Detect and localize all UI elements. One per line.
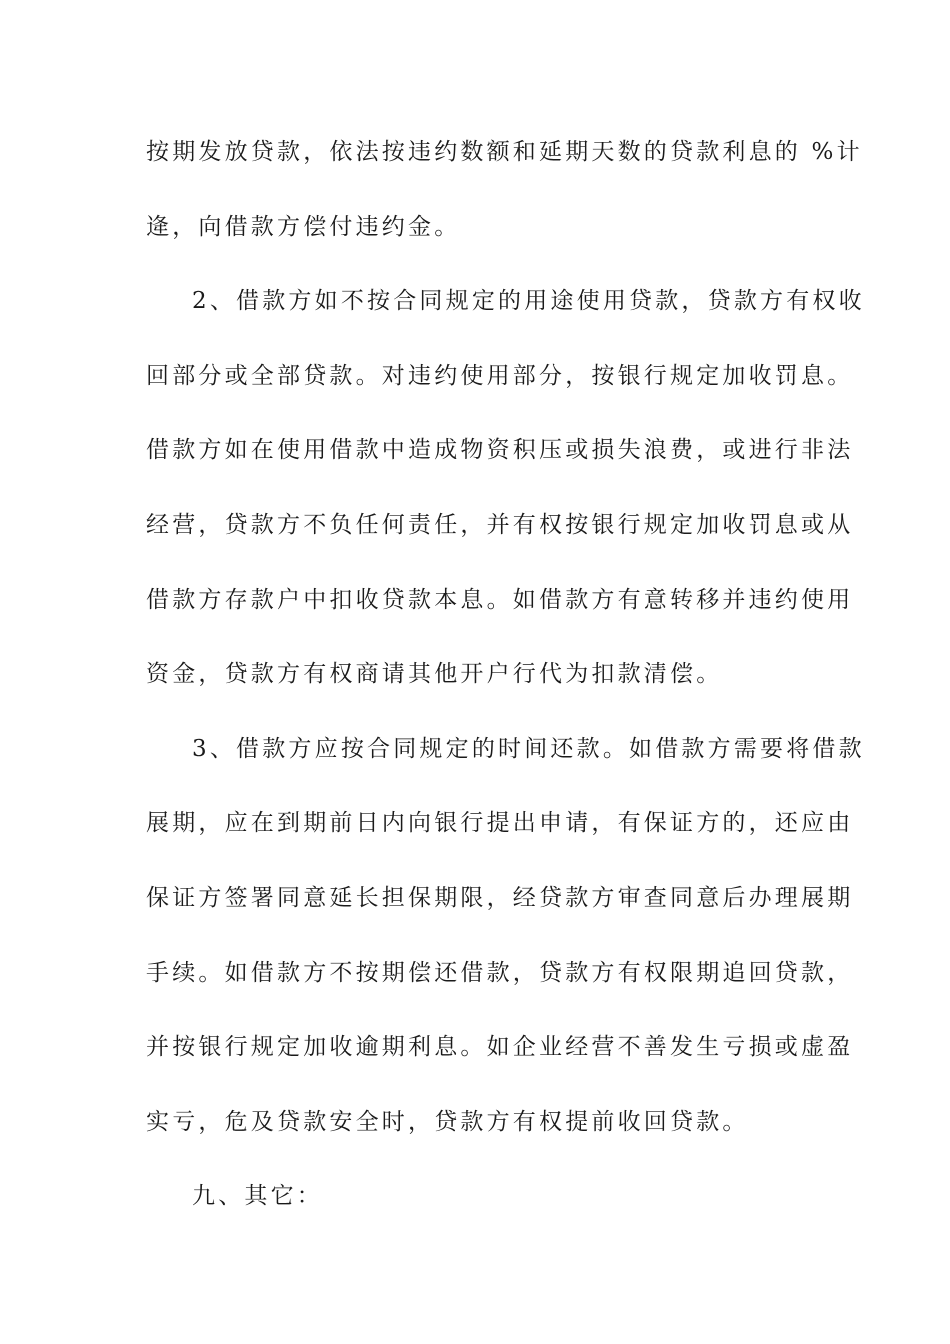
text-line: 手续。如借款方不按期偿还借款，贷款方有权限期追回贷款， <box>146 959 854 986</box>
clause-2-first-line: 2、借款方如不按合同规定的用途使用贷款，贷款方有权收 <box>192 288 865 315</box>
text-line: 逄，向借款方偿付违约金。 <box>146 213 461 240</box>
text-line: 按期发放贷款，依法按违约数额和延期天数的贷款利息的 %计 <box>146 139 863 165</box>
text-line: 展期，应在到期前日内向银行提出申请，有保证方的，还应由 <box>146 810 854 837</box>
text-line: 保证方签署同意延长担保期限，经贷款方审查同意后办理展期 <box>146 884 854 911</box>
contract-text-body <box>146 126 865 1245</box>
text-line: 回部分或全部贷款。对违约使用部分，按银行规定加收罚息。 <box>146 362 854 389</box>
text-line: 借款方存款户中扣收贷款本息。如借款方有意转移并违约使用 <box>146 586 854 613</box>
text-line: 经营，贷款方不负任何责任，并有权按银行规定加收罚息或从 <box>146 511 854 538</box>
text-line: 借款方如在使用借款中造成物资积压或损失浪费，或进行非法 <box>146 437 854 464</box>
section-heading-other: 九、其它： <box>192 1183 323 1210</box>
clause-3-first-line: 3、借款方应按合同规定的时间还款。如借款方需要将借款 <box>192 735 865 762</box>
text-line: 并按银行规定加收逾期利息。如企业经营不善发生亏损或虚盈 <box>146 1034 854 1061</box>
text-line: 实亏，危及贷款安全时，贷款方有权提前收回贷款。 <box>146 1108 749 1135</box>
text-line: 资金，贷款方有权商请其他开户行代为扣款清偿。 <box>146 661 723 688</box>
